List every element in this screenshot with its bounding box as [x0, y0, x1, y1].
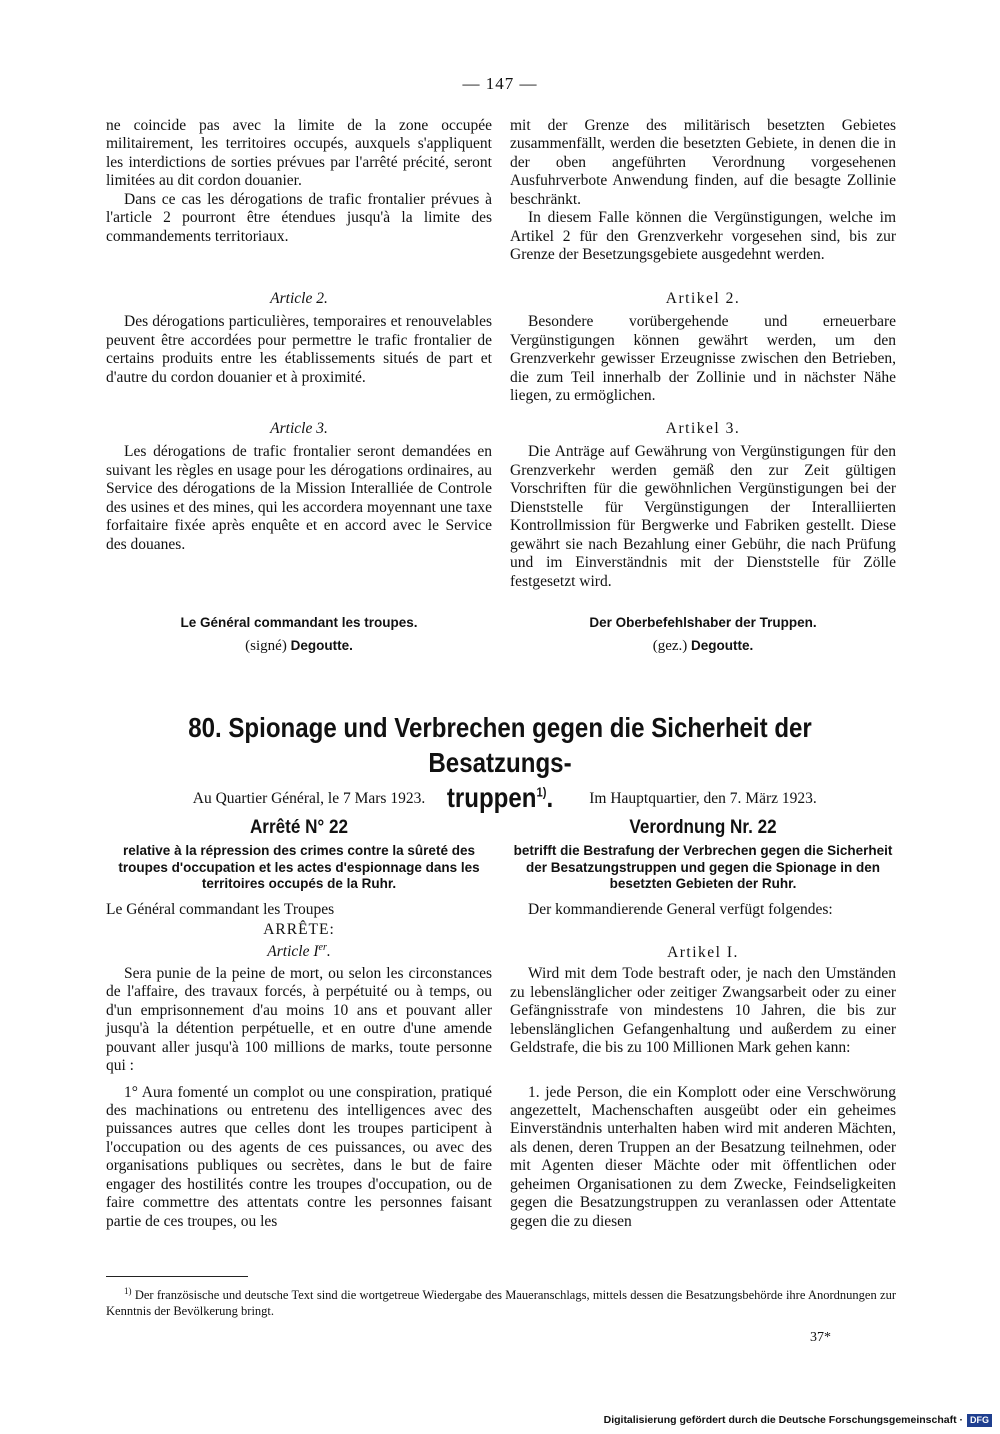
- de-article-3-heading: Artikel 3.: [665, 420, 741, 437]
- fr-article-1-item-1: 1° Aura fomenté un complot ou une conspiration, pratiqué des machinations ou entretenu des intelligences avec des puissances autres que celles dont les troupes participent à l'occupation ou des agents de ces puissances, ou avec des organisations publiques ou secrètes, dans le but de faire engager des hostilités contre les troupes d'occupation, ou de faire commettre des attentats contre les personnes faisant partie de ces troupes, ou les: [106, 1083, 492, 1230]
- section-title-period: .: [546, 782, 554, 813]
- de-signed-label: (gez.): [652, 637, 688, 654]
- fr-decree-header: [106, 790, 492, 1231]
- de-article-3: [510, 420, 896, 591]
- dfg-logo: DFG: [967, 1414, 992, 1427]
- de-general-line: Der kommandierende General verfügt folgendes:: [528, 901, 833, 919]
- fr-signer-name: Degoutte.: [290, 637, 353, 653]
- de-decree-header: [510, 790, 896, 1231]
- fr-decree-subject: relative à la répression des crimes contre la sûreté des troupes d'occupation et les actes d'espionnage dans les territoires occupés de la Ruhr.: [118, 843, 480, 891]
- fr-article-3-text: Les dérogations de trafic frontalier seront demandées en suivant les règles en usage pour les dérogations ordinaires, au Service des dérogations de la Mission Interalliée de Controle des usines et des mines, qui les accordera moyennant une taxe forfaitaire fixée après enquête et en accord avec le Service des douanes.: [106, 443, 492, 553]
- fr-article-2: [106, 290, 492, 387]
- fr-signature: [106, 612, 492, 658]
- section-title-word: truppen: [446, 782, 537, 813]
- footnote-rule: [106, 1276, 248, 1277]
- fr-article-1-superscript: er: [318, 942, 327, 954]
- de-article-1-item-1: 1. jede Person, die ein Komplott oder eine Verschwörung angezettelt, Machenschaften ausgeübt oder ein geheimes Einverständnis unterhalten haben wird mit anderen Mächten, als denen, deren Truppen an der Besatzung teilnehmen, oder mit Agenten dieser Mächte oder mit öffentlichen oder geheimen Organisationen zu dem Zwecke, Feindseligkeiten gegen die Besatzungstruppen zu veranlassen oder Attentate gegen die zu diesen: [510, 1083, 896, 1230]
- fr-date: Au Quartier Général, le 7 Mars 1923.: [192, 790, 426, 807]
- de-signer-name: Degoutte.: [691, 637, 754, 653]
- de-continuation-paragraph: mit der Grenze des militärisch besetzten Gebietes zusammenfällt, werden die besetzten Gebiete, in denen die in der oben angeführten Verordnung vorgesehenen Ausfuhrverbote Anwendung finden, auf die besagte Zollinie beschränkt.: [510, 117, 896, 208]
- footnote-mark: 1): [124, 1286, 132, 1296]
- section-title-line-1: 80. Spionage und Verbrechen gegen die Sicherheit der Besatzungs-: [188, 712, 812, 778]
- fr-signature-title: Le Général commandant les troupes.: [180, 615, 418, 630]
- fr-article-1-heading: [106, 942, 492, 962]
- de-article-2-heading: Artikel 2.: [665, 290, 741, 307]
- footnote-reference: 1): [536, 784, 547, 800]
- de-decree-subject: betrifft die Bestrafung der Verbrechen gegen die Sicherheit der Besatzungstruppen und gegen die Spionage in den besetzten Gebieten der Ruhr.: [513, 843, 893, 891]
- sheet-number: 37*: [810, 1330, 831, 1345]
- fr-signed-label: (signé): [245, 637, 287, 654]
- de-article-2-text: Besondere vorübergehende und erneuerbare Vergünstigungen können gewährt werden, um den Grenzverkehr gewisser Erzeugnisse zwischen den Betrieben, die zum Teil innerhalb der Zollinie und in nächster Nähe liegen, zu ermöglichen.: [510, 313, 896, 405]
- de-signature-name-line: [510, 634, 896, 658]
- de-article-1-heading: Artikel I.: [667, 943, 739, 961]
- french-column-top: [106, 117, 492, 246]
- digitization-text: Digitalisierung gefördert durch die Deutsche Forschungsgemeinschaft ·: [603, 1414, 963, 1427]
- fr-article-3: [106, 420, 492, 554]
- fr-article-1-text: Sera punie de la peine de mort, ou selon les circonstances de l'affaire, des travaux forcés, à perpétuité ou à temps, ou d'un emprisonnement d'au moins 10 ans et pouvant aller jusqu'à la détention perpétuelle, et en outre d'une amende pouvant aller jusqu'à 100 millions de marks, toute personne qui :: [106, 964, 492, 1075]
- fr-article-1-heading-period: .: [326, 943, 331, 961]
- footnote: [106, 1286, 896, 1320]
- de-decree-title: Verordnung Nr. 22: [629, 817, 777, 839]
- de-article-3-text: Die Anträge auf Gewährung von Vergünstigungen für den Grenzverkehr werden gemäß den zur Zeit gültigen Vorschriften für die gewöhnlichen Vergünstigungen bei der Dienststelle für Vergünstigungen der Interalliierten Kontrollmission für Bergwerke und Fabriken gestellt. Diese gewährt sie nach Bezahlung einer Gebühr, die nach Prüfung und im Einverständnis mit der Dienststelle für Zölle festgesetzt wird.: [510, 443, 896, 590]
- fr-article-1-heading-text: Article I: [267, 943, 319, 961]
- fr-arrete-verb: ARRÊTE:: [263, 920, 335, 938]
- de-article-1-text: Wird mit dem Tode bestraft oder, je nach den Umständen zu lebenslänglicher oder zeitiger Zwangsarbeit oder zu einer Gefängnisstrafe von mindestens 10 Jahren, die bis zur lebenslänglichen Gefangenhaltung und außerdem zu einer Geldstrafe, die bis zu 100 Millionen Mark gehen kann:: [510, 965, 896, 1057]
- digitization-notice: [604, 1414, 992, 1427]
- footnote-text: Der französische und deutsche Text sind die wortgetreue Wiedergabe des Maueranschlags, mittels dessen die Besatzungsbehörde ihre Anordnungen zur Kenntnis der Bevölkerung bringt.: [106, 1288, 896, 1319]
- de-article-2: [510, 290, 896, 406]
- de-signature-title: Der Oberbefehlshaber der Truppen.: [589, 615, 817, 630]
- fr-article-2-heading: Article 2.: [270, 290, 328, 307]
- fr-article-2-text: Des dérogations particulières, temporaires et renouvelables peuvent être accordées pour permettre le trafic frontalier de certains produits entre les établissements situés de part et d'autre du cordon douanier et à proximité.: [106, 313, 492, 386]
- fr-decree-title: Arrêté N° 22: [249, 817, 349, 839]
- de-signature: [510, 612, 896, 658]
- de-date: Im Hauptquartier, den 7. März 1923.: [589, 790, 817, 807]
- page-number: — 147 —: [462, 74, 538, 93]
- fr-general-line: Le Général commandant les Troupes: [106, 901, 335, 919]
- fr-signature-name-line: [106, 634, 492, 658]
- german-column-top: [510, 117, 896, 265]
- fr-article-3-heading: Article 3.: [270, 420, 328, 437]
- fr-paragraph: Dans ce cas les dérogations de trafic frontalier prévues à l'article 2 pourront être étendues jusqu'à la limite des commandements territoriaux.: [106, 190, 492, 245]
- de-paragraph: In diesem Falle können die Vergünstigungen, welche im Artikel 2 für den Grenzverkehr vorgesehen sind, bis zur Grenze der Besetzungsgebiete ausgedehnt werden.: [510, 209, 896, 264]
- fr-continuation-paragraph: ne coincide pas avec la limite de la zone occupée militairement, les territoires occupés, auxquels s'appliquent les interdictions de sorties prévues par l'arrêté précité, seront limitées au dit cordon douanier.: [106, 117, 492, 190]
